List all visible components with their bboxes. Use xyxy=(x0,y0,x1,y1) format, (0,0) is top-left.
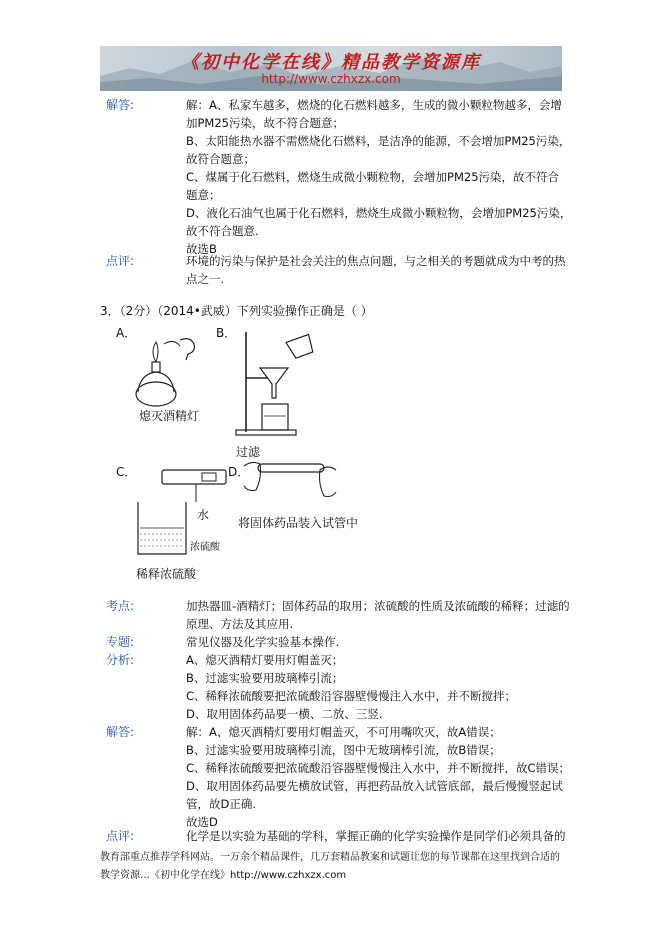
blowing-out-lamp-icon xyxy=(128,334,208,410)
water-label: 水 xyxy=(197,508,210,522)
fenxi-line: D、取用固体药品要一横、二放、三竖. xyxy=(186,707,383,721)
answer-line: 解：A、私家车越多，燃烧的化石燃料越多，生成的微小颗粒物越多，会增 xyxy=(186,98,562,112)
answer-line: 故选D xyxy=(186,815,218,829)
comment-label: 点评: xyxy=(106,829,135,843)
answer-line: D、液化石油气也属于化石燃料，燃烧生成微小颗粒物，会增加PM25污染， xyxy=(186,206,572,220)
kaodian-label: 考点: xyxy=(106,599,135,613)
kaodian-line: 加热器皿-酒精灯；固体药品的取用；浓硫酸的性质及浓硫酸的稀释；过滤的 xyxy=(186,599,570,613)
answer-line: 解：A、熄灭酒精灯要用灯帽盖灭，不可用嘴吹灭，故A错误； xyxy=(186,725,501,739)
test-tube-hands-icon xyxy=(240,456,340,508)
banner-title: 《初中化学在线》精品教学资源库 xyxy=(181,52,481,73)
option-d-caption: 将固体药品装入试管中 xyxy=(238,516,359,530)
page-footer xyxy=(100,849,580,885)
answer-text xyxy=(186,96,578,258)
footer-line: 教育部重点推荐学科网站。一万余个精品课件，几万套精品教案和试题让您的每节课都在这里找到合适的 xyxy=(100,852,560,863)
answer-line: 加PM25污染，故不符合题意； xyxy=(186,116,344,130)
option-c-letter: C． xyxy=(116,465,137,479)
comment-line: 点之一. xyxy=(186,272,225,286)
zhuanti-label: 专题: xyxy=(106,635,135,649)
option-b-letter: B． xyxy=(216,326,237,340)
answer-line: 故选B xyxy=(186,242,217,256)
answer-line: 管，故D正确. xyxy=(186,797,257,811)
answer-line: C、煤属于化石燃料，燃烧生成微小颗粒物，会增加PM25污染，故不符合 xyxy=(186,170,560,184)
answer-text xyxy=(186,723,578,831)
option-a-letter: A． xyxy=(116,326,137,340)
answer-line: C、稀释浓硫酸要把浓硫酸沿容器壁慢慢注入水中，并不断搅拌，故C错误； xyxy=(186,761,571,775)
footer-line[interactable]: 教学资源…《初中化学在线》http://www.czhxzx.com xyxy=(100,870,347,881)
answer-line: 题意； xyxy=(186,188,221,202)
question-stem: 3．（2分）（2014•武威）下列实验操作正确是（ ） xyxy=(100,304,373,318)
comment-text xyxy=(186,827,578,845)
answer-label: 解答: xyxy=(106,98,135,112)
fenxi-line: C、稀释浓硫酸要把浓硫酸沿容器壁慢慢注入水中，并不断搅拌； xyxy=(186,689,517,703)
answer-label: 解答: xyxy=(106,725,135,739)
filtration-apparatus-icon xyxy=(232,328,322,438)
option-d-letter: D． xyxy=(228,465,250,479)
zhuanti-text xyxy=(186,633,578,651)
option-c-caption: 稀释浓硫酸 xyxy=(136,567,197,581)
answer-line: 故符合题意； xyxy=(186,152,255,166)
banner-url[interactable]: http://www.czhxzx.com xyxy=(261,72,401,86)
option-b-caption: 过滤 xyxy=(236,445,261,459)
fenxi-line: A、熄灭酒精灯要用灯帽盖灭； xyxy=(186,653,344,667)
fenxi-text xyxy=(186,651,578,723)
acid-label: 浓硫酸 xyxy=(190,542,220,553)
header-banner xyxy=(100,46,562,91)
kaodian-line: 原理、方法及其应用. xyxy=(186,617,294,631)
comment-line: 环境的污染与保护是社会关注的焦点问题，与之相关的考题就成为中考的热 xyxy=(186,254,566,268)
answer-line: B、太阳能热水器不需燃烧化石燃料，是洁净的能源，不会增加PM25污染， xyxy=(186,134,571,148)
fenxi-line: B、过滤实验要用玻璃棒引流； xyxy=(186,671,344,685)
kaodian-text xyxy=(186,597,578,633)
comment-text xyxy=(186,252,578,288)
comment-label: 点评: xyxy=(106,254,135,268)
answer-line: D、取用固体药品要先横放试管，再把药品放入试管底部，最后慢慢竖起试 xyxy=(186,779,563,793)
option-a-caption: 熄灭酒精灯 xyxy=(139,409,200,423)
comment-line: 化学是以实验为基础的学科，掌握正确的化学实验操作是同学们必须具备的 xyxy=(186,829,566,843)
fenxi-label: 分析: xyxy=(106,653,135,667)
answer-line: 故不符合题意. xyxy=(186,224,259,238)
answer-line: B、过滤实验要用玻璃棒引流，图中无玻璃棒引流，故B错误； xyxy=(186,743,501,757)
zhuanti-line: 常见仪器及化学实验基本操作. xyxy=(186,635,340,649)
